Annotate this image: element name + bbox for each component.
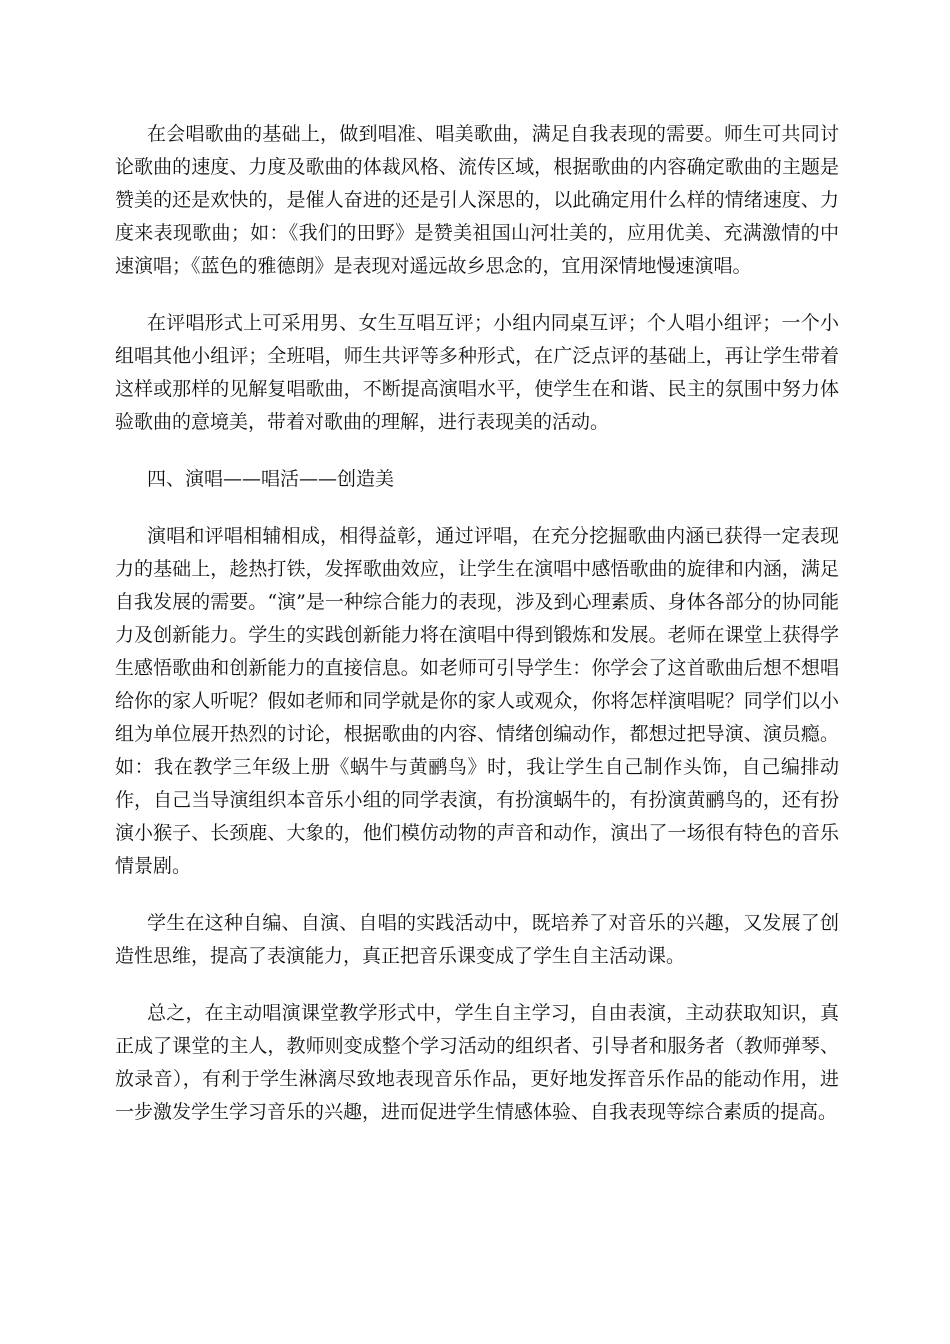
- section-heading-performance: 四、演唱——唱活——创造美: [147, 468, 395, 490]
- document-page: [115, 118, 839, 1153]
- paragraph-conclusion: 总之，在主动唱演课堂教学形式中，学生自主学习，自由表演，主动获取知识，真正成了课堂的主人，教师则变成整个学习活动的组织者、引导者和服务者（教师弹琴、放录音），有利于学生淋漓尽致地表现音乐作品，更好地发挥音乐作品的能动作用，进一步激发学生学习音乐的兴趣，进而促进学生情感体验、自我表现等综合素质的提高。: [115, 1002, 839, 1123]
- paragraph-evaluation-forms: 在评唱形式上可采用男、女生互唱互评；小组内同桌互评；个人唱小组评；一个小组唱其他小组评；全班唱，师生共评等多种形式，在广泛点评的基础上，再让学生带着这样或那样的见解复唱歌曲，不断提高演唱水平，使学生在和谐、民主的氛围中努力体验歌曲的意境美，带着对歌曲的理解，进行表现美的活动。: [115, 312, 839, 433]
- paragraph-performance: 演唱和评唱相辅相成，相得益彰，通过评唱，在充分挖掘歌曲内涵已获得一定表现力的基础上，趁热打铁，发挥歌曲效应，让学生在演唱中感悟歌曲的旋律和内涵，满足自我发展的需要。“演”是一种综合能力的表现，涉及到心理素质、身体各部分的协同能力及创新能力。学生的实践创新能力将在演唱中得到锻炼和发展。老师在课堂上获得学生感悟歌曲和创新能力的直接信息。如老师可引导学生：你学会了这首歌曲后想不想唱给你的家人听呢？假如老师和同学就是你的家人或观众，你将怎样演唱呢？同学们以小组为单位展开热烈的讨论，根据歌曲的内容、情绪创编动作，都想过把导演、演员瘾。如：我在教学三年级上册《蜗牛与黄鹂鸟》时，我让学生自己制作头饰，自己编排动作，自己当导演组织本音乐小组的同学表演，有扮演蜗牛的，有扮演黄鹂鸟的，还有扮演小猴子、长颈鹿、大象的，他们模仿动物的声音和动作，演出了一场很有特色的音乐情景剧。: [115, 525, 839, 877]
- paragraph-practice-activities: 学生在这种自编、自演、自唱的实践活动中，既培养了对音乐的兴趣，又发展了创造性思维，提高了表演能力，真正把音乐课变成了学生自主活动课。: [115, 912, 839, 967]
- paragraph-singing-expression: 在会唱歌曲的基础上，做到唱准、唱美歌曲，满足自我表现的需要。师生可共同讨论歌曲的速度、力度及歌曲的体裁风格、流传区域，根据歌曲的内容确定歌曲的主题是赞美的还是欢快的，是催人奋进的还是引人深思的，以此确定用什么样的情绪速度、力度来表现歌曲；如：《我们的田野》是赞美祖国山河壮美的，应用优美、充满激情的中速演唱；《蓝色的雅德朗》是表现对遥远故乡思念的，宜用深情地慢速演唱。: [115, 123, 839, 277]
